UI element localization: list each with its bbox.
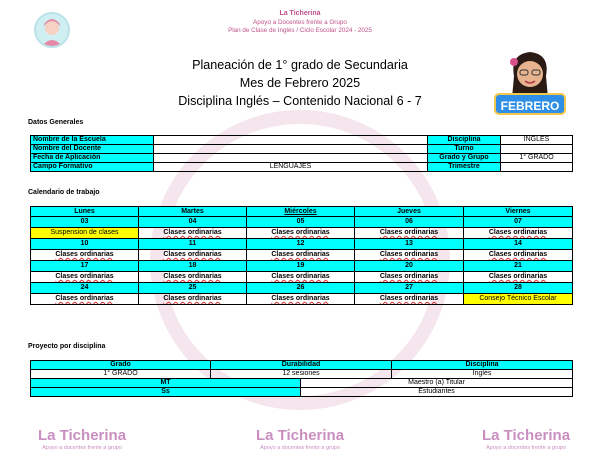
date-cell: 07 [464, 217, 573, 228]
date-cell: 26 [247, 283, 355, 294]
calendar-date-row [31, 261, 573, 272]
date-cell: 03 [31, 217, 139, 228]
disciplina-value: INGLÉS [501, 136, 573, 145]
activity-cell-suspension: Suspension de clases [31, 228, 139, 239]
proyecto-table [30, 360, 573, 397]
turno-label: Turno [428, 145, 501, 154]
mt-label: MT [31, 379, 301, 388]
table-row [31, 379, 573, 388]
grado-value: 1° GRADO [501, 154, 573, 163]
escuela-label: Nombre de la Escuela [31, 136, 154, 145]
date-cell: 17 [31, 261, 139, 272]
datos-section-title: Datos Generales [28, 119, 84, 126]
header-plan: Plan de Clase de Inglés / Ciclo Escolar 2024 - 2025 [228, 27, 372, 34]
calendar-date-row [31, 239, 573, 250]
title-discipline: Disciplina Inglés – Contenido Nacional 6 - 7 [178, 94, 422, 108]
day-header-martes: Martes [139, 207, 247, 217]
document-header [0, 10, 600, 36]
date-cell: 25 [139, 283, 247, 294]
activity-cell: Clases ordinarias [464, 228, 573, 239]
activity-cell: Clases ordinarias [31, 272, 139, 283]
date-cell: 20 [355, 261, 464, 272]
calendar-activity-row [31, 272, 573, 283]
trimestre-field[interactable] [501, 163, 573, 172]
date-cell: 11 [139, 239, 247, 250]
date-cell: 06 [355, 217, 464, 228]
date-cell: 04 [139, 217, 247, 228]
activity-cell: Clases ordinarias [247, 272, 355, 283]
table-row [31, 136, 573, 145]
activity-cell: Clases ordinarias [31, 294, 139, 305]
activity-cell: Clases ordinarias [355, 272, 464, 283]
date-cell: 19 [247, 261, 355, 272]
proyecto-grado-value: 1° GRADO [31, 370, 211, 379]
campo-label: Campo Formativo [31, 163, 154, 172]
turno-field[interactable] [501, 145, 573, 154]
date-cell: 18 [139, 261, 247, 272]
month-badge: FEBRERO [494, 93, 566, 115]
trimestre-label: Trimestre [428, 163, 501, 172]
header-subtitle: Apoyo a Docentes frente a Grupo [253, 18, 347, 26]
activity-cell: Clases ordinarias [464, 250, 573, 261]
activity-cell: Clases ordinarias [355, 294, 464, 305]
activity-cell: Clases ordinarias [139, 272, 247, 283]
date-cell: 21 [464, 261, 573, 272]
day-header-miercoles: Miércoles [247, 207, 355, 217]
date-cell: 27 [355, 283, 464, 294]
footer-brand-name: La Ticherina [37, 427, 127, 444]
calendar-activity-row [31, 228, 573, 239]
activity-cell: Clases ordinarias [247, 228, 355, 239]
activity-cell-consejo: Consejo Técnico Escolar [464, 294, 573, 305]
footer-tagline: Apoyo a docentes frente a grupo [486, 445, 566, 451]
date-cell: 28 [464, 283, 573, 294]
activity-cell: Clases ordinarias [464, 272, 573, 283]
table-row [31, 163, 573, 172]
escuela-field[interactable] [154, 136, 428, 145]
datos-table [30, 135, 573, 172]
date-cell: 12 [247, 239, 355, 250]
proyecto-grado-label: Grado [31, 361, 211, 370]
footer-brand-name: La Ticherina [481, 427, 571, 444]
date-cell: 14 [464, 239, 573, 250]
calendar-activity-row [31, 294, 573, 305]
activity-cell: Clases ordinarias [355, 250, 464, 261]
day-header-lunes: Lunes [31, 207, 139, 217]
table-row [31, 370, 573, 379]
fecha-field[interactable] [154, 154, 428, 163]
activity-cell: Clases ordinarias [247, 250, 355, 261]
footer-brand-right [466, 427, 586, 451]
footer-brand-name: La Ticherina [255, 427, 345, 444]
proyecto-durabilidad-value: 12 sesiones [211, 370, 392, 379]
activity-cell: Clases ordinarias [139, 228, 247, 239]
footer-brand-center [240, 427, 360, 451]
activity-cell: Clases ordinarias [247, 294, 355, 305]
ss-label: Ss [31, 388, 301, 397]
activity-cell: Clases ordinarias [139, 294, 247, 305]
proyecto-durabilidad-label: Durabilidad [211, 361, 392, 370]
day-header-jueves: Jueves [355, 207, 464, 217]
docente-label: Nombre del Docente [31, 145, 154, 154]
title-month: Mes de Febrero 2025 [239, 76, 361, 90]
day-header-viernes: Viernes [464, 207, 573, 217]
date-cell: 13 [355, 239, 464, 250]
header-brand: La Ticherina [279, 10, 321, 17]
table-row [31, 154, 573, 163]
proyecto-disciplina-value: Inglés [392, 370, 573, 379]
date-cell: 05 [247, 217, 355, 228]
calendar-header-row [31, 207, 573, 217]
calendar-activity-row [31, 250, 573, 261]
disciplina-label: Disciplina [428, 136, 501, 145]
footer-tagline: Apoyo a docentes frente a grupo [42, 445, 122, 451]
campo-value: LENGUAJES [154, 163, 428, 172]
title-grade: Planeación de 1° grado de Secundaria [192, 58, 408, 72]
ss-value: Estudiantes [301, 388, 573, 397]
calendar-date-row [31, 283, 573, 294]
activity-cell: Clases ordinarias [31, 250, 139, 261]
proyecto-disciplina-label: Disciplina [392, 361, 573, 370]
footer-tagline: Apoyo a docentes frente a grupo [260, 445, 340, 451]
footer-brand-left [22, 427, 142, 451]
calendario-section-title: Calendario de trabajo [28, 189, 100, 196]
mt-value: Maestro (a) Titular [301, 379, 573, 388]
activity-cell: Clases ordinarias [355, 228, 464, 239]
calendar-date-row [31, 217, 573, 228]
table-row [31, 388, 573, 397]
table-row [31, 145, 573, 154]
docente-field[interactable] [154, 145, 428, 154]
fecha-label: Fecha de Aplicación [31, 154, 154, 163]
table-row [31, 361, 573, 370]
activity-cell: Clases ordinarias [139, 250, 247, 261]
grado-label: Grado y Grupo [428, 154, 501, 163]
calendar-table [30, 206, 573, 305]
proyecto-section-title: Proyecto por disciplina [28, 343, 106, 350]
date-cell: 24 [31, 283, 139, 294]
date-cell: 10 [31, 239, 139, 250]
